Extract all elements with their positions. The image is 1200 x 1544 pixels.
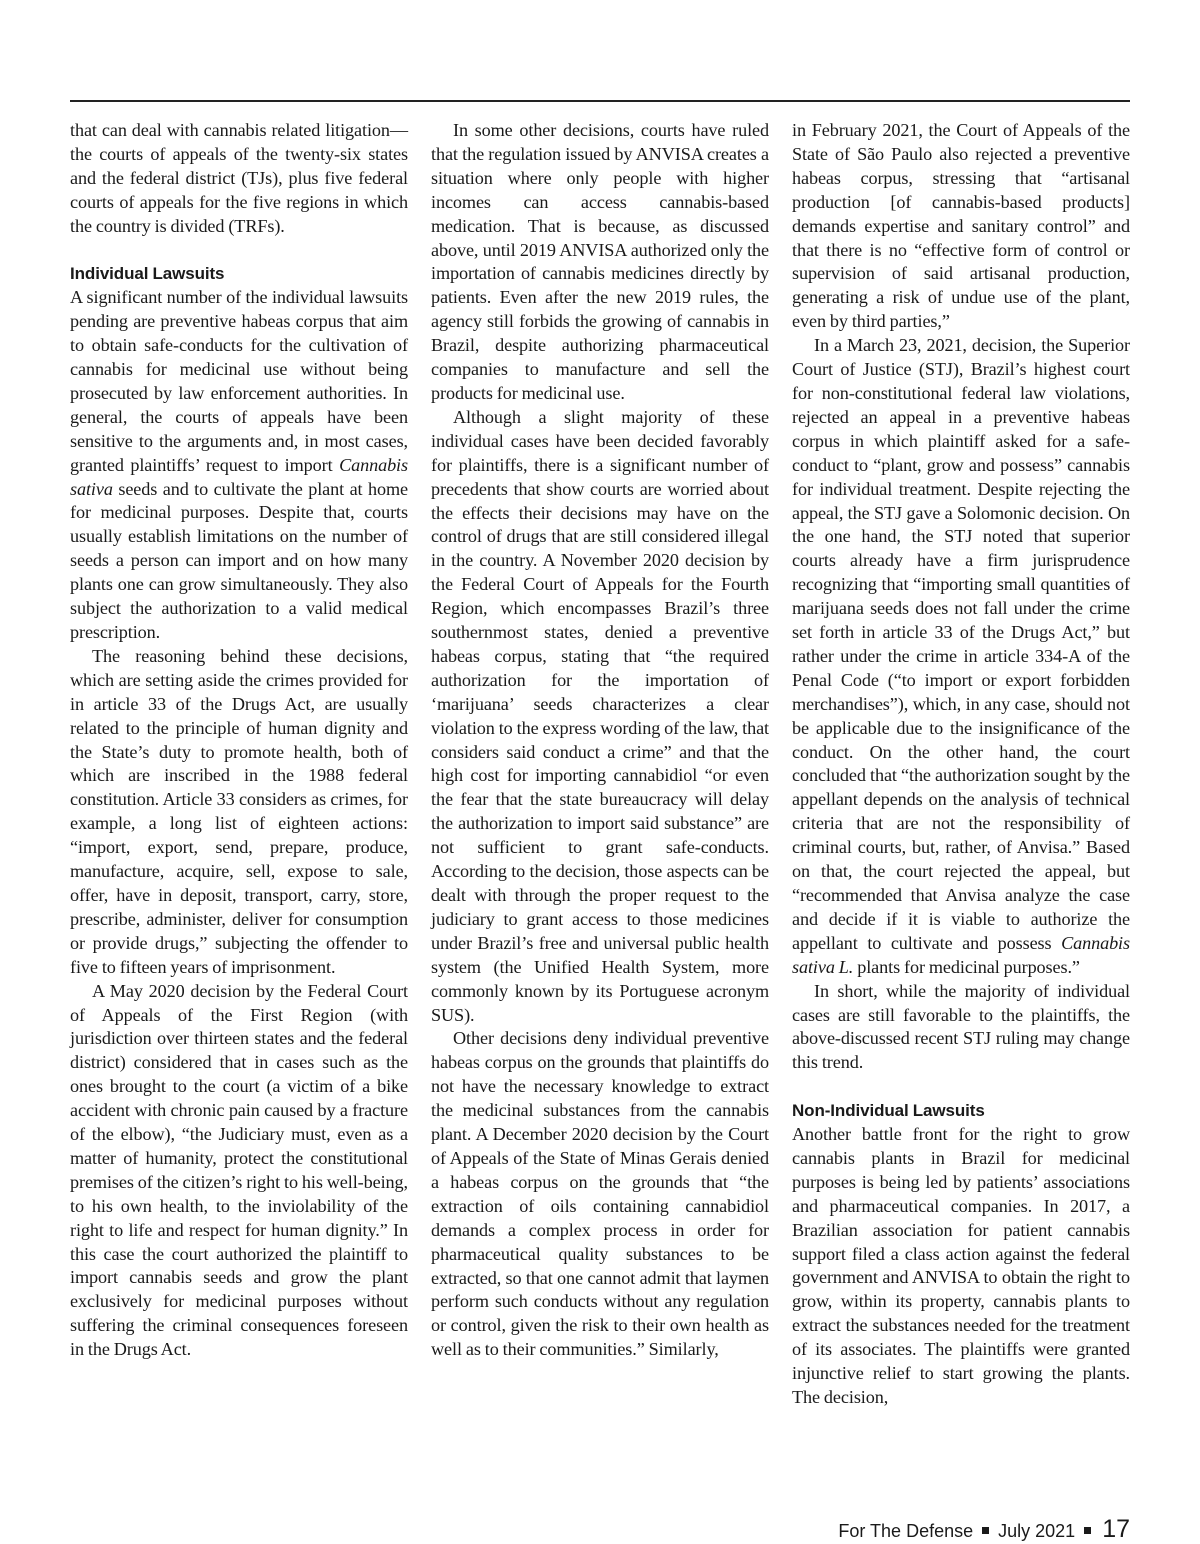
italic-term: Cannabis sativa L. xyxy=(792,932,1130,977)
paragraph: Another battle front for the right to grow cannabis plants in Brazil for medicinal purposes is being led by patients’ associations and pharmaceutical companies. In 2017, a Brazilian association for patient cannabis support filed a class action against the federal government and ANVISA to obtain the right to grow, within its property, cannabis plants to extract the substances needed for the treatment of its associates. The plaintiffs were granted injunctive relief to start growing the plants. The decision, xyxy=(792,1124,1130,1408)
paragraph: Although a slight majority of these individual cases have been decided favorably for plaintiffs, there is a significant number of precedents that show courts are worried about the effects their decisions may have on the control of drugs that are still considered illegal in the country. A November 2020 decision by the Federal Court of Appeals for the Fourth Region, which encompasses Brazil’s three southernmost states, denied a preventive habeas corpus, stating that “the required authorization for the importation of ‘marijuana’ seeds characterizes a clear violation to the express wording of the law, that considers said conduct a crime” and that the high cost for importing cannabidiol “or even the fear that the state bureaucracy will delay the authorization to import said substance” are not sufficient to grant safe-conducts. According to the decision, those aspects can be dealt with through the proper request to the judiciary to grant access to those medicines under Brazil’s free and universal public health system (the Unified Health System, more commonly known by its Portuguese acronym SUS). xyxy=(431,406,769,1025)
issue-date: July 2021 xyxy=(998,1521,1076,1541)
column-1 xyxy=(70,119,408,1362)
paragraph: In short, while the majority of individual cases are still favorable to the plaintiffs, the above-discussed recent STJ ruling may change this trend. xyxy=(792,980,1130,1073)
section-heading-individual-lawsuits: Individual Lawsuits xyxy=(70,264,225,284)
paragraph: The reasoning behind these decisions, which are setting aside the crimes provided for in article 33 of the Drugs Act, are usually related to the principle of human dignity and the State’s duty to promote health, both of which are inscribed in the 1988 federal constitution. Article 33 considers as crimes, for example, a long list of eighteen actions: “import, export, send, prepare, produce, manufacture, acquire, sell, expose to sale, offer, have in deposit, transport, carry, store, prescribe, administer, deliver for consumption or provide drugs,” subjecting the offender to five to fifteen years of imprisonment. xyxy=(70,645,408,977)
italic-term: Cannabis sativa xyxy=(70,454,408,499)
paragraph: in February 2021, the Court of Appeals of the State of São Paulo also rejected a preventive habeas corpus, stressing that “artisanal production [of cannabis-based products] demands expertise and sanitary control” and that there is no “effective form of control or supervision of said artisanal production, generating a risk of undue use of the plant, even by third parties,” xyxy=(792,120,1130,332)
paragraph: In some other decisions, courts have ruled that the regulation issued by ANVISA creates a situation where only people with higher incomes can access cannabis-based medication. That is because, as discussed above, until 2019 ANVISA authorized only the importation of cannabis medicines directly by patients. Even after the new 2019 rules, the agency still forbids the growing of cannabis in Brazil, despite authorizing pharmaceutical companies to manufacture and sell the products for medicinal use. xyxy=(431,120,769,403)
page-footer xyxy=(838,1515,1130,1544)
paragraph: A significant number of the individual lawsuits pending are preventive habeas corpus that aim to obtain safe-conducts for the cultivation of cannabis for medicinal use without being prosecuted by law enforcement authorities. In general, the courts of appeals have been sensitive to the arguments and, in most cases, granted plaintiffs’ request to import Cannabis sativa seeds and to cultivate the plant at home for medicinal purposes. Despite that, courts usually establish limitations on the number of seeds a person can import and on how many plants one can grow simultaneously. They also subject the authorization to a valid medical prescription. xyxy=(70,287,408,643)
top-rule xyxy=(70,100,1130,102)
column-2 xyxy=(431,119,769,1362)
paragraph: Other decisions deny individual preventive habeas corpus on the grounds that plaintiffs do not have the necessary knowledge to extract the medicinal substances from the cannabis plant. A December 2020 decision by the Court of Appeals of the State of Minas Gerais denied a habeas corpus on the grounds that “the extraction of oils containing cannabidiol demands a complex process in order for pharmaceutical quality substances to be extracted, so that one cannot admit that laymen perform such conducts without any regulation or control, given the risk to their own health as well as to their communities.” Similarly, xyxy=(431,1028,769,1360)
square-bullet-icon xyxy=(982,1527,989,1534)
section-heading-non-individual-lawsuits: Non-Individual Lawsuits xyxy=(792,1101,985,1121)
square-bullet-icon xyxy=(1084,1527,1091,1534)
column-3 xyxy=(792,119,1130,1410)
paragraph: A May 2020 decision by the Federal Court of Appeals of the First Region (with jurisdiction over thirteen states and the federal district) considered that in cases such as the ones brought to the court (a victim of a bike accident with chronic pain caused by a fracture of the elbow), “the Judiciary must, even as a matter of humanity, protect the constitutional premises of the citizen’s right to his well-being, to his own health, to the inviolability of the right to life and respect for human dignity.” In this case the court authorized the plaintiff to import cannabis seeds and grow the plant exclusively for medicinal purposes without suffering the criminal consequences foreseen in the Drugs Act. xyxy=(70,980,408,1360)
paragraph: that can deal with cannabis related litigation—the courts of appeals of the twenty-six states and the federal district (TJs), plus five federal courts of appeals for the five regions in which the country is divided (TRFs). xyxy=(70,120,408,236)
publication-name: For The Defense xyxy=(838,1521,974,1541)
page-number: 17 xyxy=(1102,1515,1130,1543)
paragraph: In a March 23, 2021, decision, the Superior Court of Justice (STJ), Brazil’s highest court for non-constitutional federal law violations, rejected an appeal in a preventive habeas corpus in which plaintiff asked for a safe-conduct to “plant, grow and possess” cannabis for individual treatment. Despite rejecting the appeal, the STJ gave a Solomonic decision. On the one hand, the STJ noted that superior courts already have a firm jurisprudence recognizing that “importing small quantities of marijuana seeds does not fall under the crime set forth in article 33 of the Drugs Act,” but rather under the crime in article 334-A of the Penal Code (“to import or export forbidden merchandises”), which, in any case, should not be applicable due to the insignificance of the conduct. On the other hand, the court concluded that “the authorization sought by the appellant depends on the analysis of technical criteria that are not the responsibility of criminal courts, but, rather, of Anvisa.” Based on that, the court rejected the appeal, but “recommended that Anvisa analyze the case and decide if it is viable to authorize the appellant to cultivate and possess Cannabis sativa L. plants for medicinal purposes.” xyxy=(792,335,1130,977)
